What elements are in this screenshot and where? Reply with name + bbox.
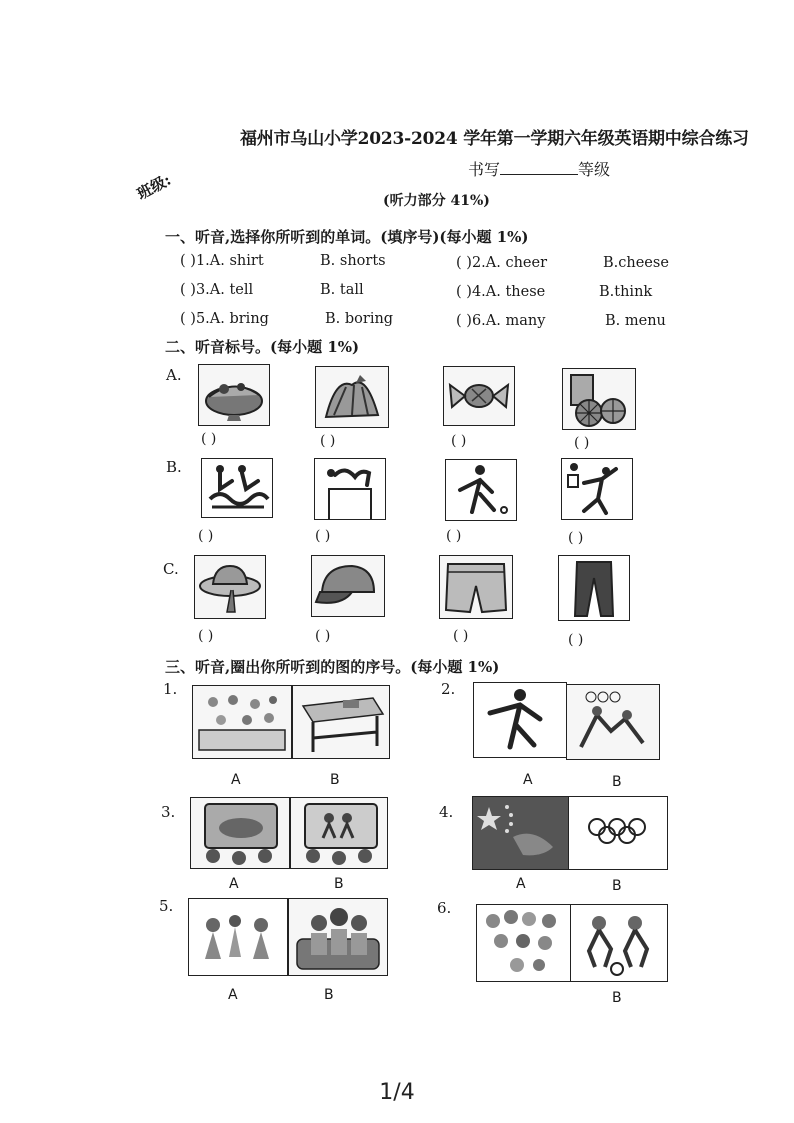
answer-paren[interactable]: ( ) <box>451 433 467 449</box>
option-a-label[interactable]: A <box>523 772 533 788</box>
question-item <box>180 311 269 327</box>
answer-paren[interactable]: ( ) <box>198 628 214 644</box>
option-a: A. cheer <box>485 255 548 271</box>
option-b-label[interactable]: B <box>612 990 622 1006</box>
salad-bowl-icon <box>198 364 270 426</box>
page-indicator: 1/4 <box>379 1080 415 1105</box>
option-b-label[interactable]: B <box>612 878 622 894</box>
question-number: 2. <box>441 680 456 698</box>
olympic-rings-icon[interactable] <box>568 796 668 870</box>
football-kids-icon[interactable] <box>570 904 668 982</box>
food-table-icon[interactable] <box>192 685 292 759</box>
question-item <box>456 313 545 329</box>
section1-heading: 一、听音,选择你所听到的单词。(填序号)(每小题 1%) <box>165 228 529 246</box>
vegetables-icon <box>315 366 389 428</box>
answer-paren[interactable]: ( ) <box>568 530 584 546</box>
running-pictogram-icon[interactable] <box>473 682 567 758</box>
writing-label: 书写 <box>468 160 501 179</box>
option-b-label[interactable]: B <box>330 772 340 788</box>
row-label: A. <box>166 366 182 384</box>
option-a: A. these <box>485 284 546 300</box>
answer-paren[interactable]: ( ) <box>446 528 462 544</box>
answer-paren[interactable]: ( ) <box>456 313 472 329</box>
question-number: 6. <box>471 313 486 329</box>
sport-figure-icon <box>561 458 633 520</box>
option-b: B. boring <box>325 311 394 327</box>
shorts-icon <box>439 555 513 619</box>
option-a: A. tell <box>209 282 254 298</box>
option-b-label[interactable]: B <box>612 774 622 790</box>
question-number: 6. <box>437 899 452 917</box>
desk-icon[interactable] <box>292 685 390 759</box>
answer-paren[interactable]: ( ) <box>456 255 472 271</box>
question-item <box>456 284 545 300</box>
listening-part-label: (听力部分 41%) <box>383 193 490 209</box>
answer-paren[interactable]: ( ) <box>180 282 196 298</box>
option-a-label[interactable]: A <box>228 987 238 1003</box>
option-b: B.cheese <box>603 255 669 271</box>
question-number: 1. <box>195 253 210 269</box>
option-b: B. menu <box>605 313 666 329</box>
answer-paren[interactable]: ( ) <box>456 284 472 300</box>
diving-icon <box>314 458 386 520</box>
tv-people-icon[interactable] <box>290 797 388 869</box>
option-a-label[interactable]: A <box>229 876 239 892</box>
option-b: B.think <box>599 284 653 300</box>
answer-paren[interactable]: ( ) <box>568 632 584 648</box>
question-number: 5. <box>195 311 210 327</box>
row-label: C. <box>163 560 179 578</box>
speed-skating-icon[interactable] <box>566 684 660 760</box>
question-item <box>180 282 253 298</box>
answer-paren[interactable]: ( ) <box>180 311 196 327</box>
option-b-label[interactable]: B <box>324 987 334 1003</box>
trousers-icon <box>558 555 630 621</box>
rowing-icon <box>201 458 273 518</box>
candy-icon <box>443 366 515 426</box>
question-number: 3. <box>195 282 210 298</box>
writing-blank <box>500 160 578 175</box>
option-a-label[interactable]: A <box>231 772 241 788</box>
tv-show-icon[interactable] <box>190 797 290 869</box>
writing-grade-line <box>468 157 610 180</box>
option-a: A. shirt <box>209 253 264 269</box>
option-a-label[interactable]: A <box>516 876 526 892</box>
question-number: 4. <box>439 803 454 821</box>
row-label: B. <box>166 458 182 476</box>
question-number: 1. <box>163 680 178 698</box>
answer-paren[interactable]: ( ) <box>453 628 469 644</box>
class-label: 班级: <box>134 170 174 204</box>
question-number: 4. <box>471 284 486 300</box>
family-sofa-icon[interactable] <box>288 898 388 976</box>
option-b: B. tall <box>320 282 364 298</box>
kids-talking-icon[interactable] <box>188 898 288 976</box>
answer-paren[interactable]: ( ) <box>320 433 336 449</box>
cap-icon <box>311 555 385 617</box>
answer-paren[interactable]: ( ) <box>201 431 217 447</box>
grade-label: 等级 <box>578 160 611 179</box>
answer-paren[interactable]: ( ) <box>315 528 331 544</box>
question-number: 2. <box>471 255 486 271</box>
question-number: 3. <box>161 803 176 821</box>
option-b-label[interactable]: B <box>334 876 344 892</box>
question-item <box>180 253 264 269</box>
crowd-icon[interactable] <box>476 904 572 982</box>
answer-paren[interactable]: ( ) <box>180 253 196 269</box>
option-a: A. many <box>485 313 546 329</box>
question-number: 5. <box>159 897 174 915</box>
juice-orange-icon <box>562 368 636 430</box>
option-a: A. bring <box>209 311 269 327</box>
china-flag-icon[interactable] <box>472 796 570 870</box>
sun-hat-icon <box>194 555 266 619</box>
section3-heading: 三、听音,圈出你所听到的图的序号。(每小题 1%) <box>165 658 500 676</box>
running-icon <box>445 459 517 521</box>
question-item <box>456 255 547 271</box>
exam-title: 福州市乌山小学2023-2024 学年第一学期六年级英语期中综合练习 <box>240 129 749 149</box>
section2-heading: 二、听音标号。(每小题 1%) <box>165 338 360 356</box>
answer-paren[interactable]: ( ) <box>198 528 214 544</box>
option-b: B. shorts <box>320 253 386 269</box>
answer-paren[interactable]: ( ) <box>574 435 590 451</box>
answer-paren[interactable]: ( ) <box>315 628 331 644</box>
